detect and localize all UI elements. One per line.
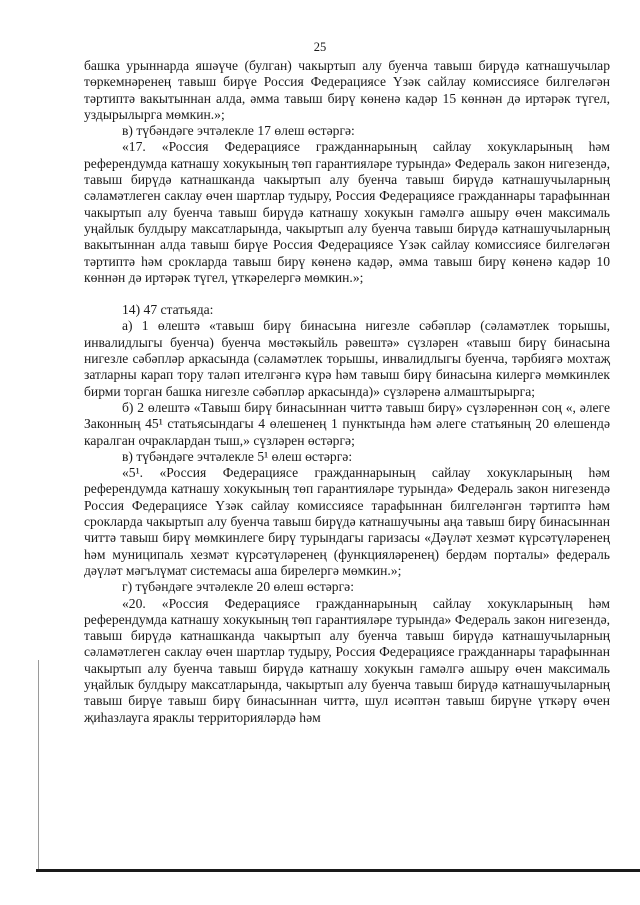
paragraph: б) 2 өлештә «Тавыш бирү бинасыннан читтә тавыш бирү» сүзләреннән соң «, әлеге Законның 45¹ статьясындагы 4 өлешенең 1 пунктында һәм әлеге статьяның 20 өлешендә каралган очраклардан тыш,» сүзләрен өстәргә;	[84, 399, 610, 448]
page-number: 25	[313, 40, 327, 54]
paragraph: «5¹. «Россия Федерациясе гражданнарының сайлау хокукларының һәм референдумда катнашу хокукының төп гарантияләре турында» Федераль закон нигезендә Россия Федерациясе Үзәк сайлау комиссиясе тарафыннан билгеләнгән тәртиптә һәм срокларда чакыртып алу буенча тавыш бирүдә катнашучыны аңа тавыш бирү бинасыннан читтә тавыш бирү мөмкинлеге бирү турындагы гаризасы «Дәүләт хезмәт күрсәтүләренең һәм муниципаль хезмәт күрсәтүләренең (функцияләренең) бердәм порталы» федераль дәүләт мәгълүмат системасы аша бирелергә мөмкин.»;	[84, 465, 610, 578]
paragraph: «20. «Россия Федерациясе гражданнарының сайлау хокукларының һәм референдумда катнашу хокукының төп гарантияләре турында» Федераль закон нигезендә, тавыш бирүдә катнашканда чакыртып алу буенча тавыш бирүдә катнашучыларның сәламәтлеген саклау өчен шартлар тудыру, Россия Федерациясе гражданнары тарафыннан чакыртып алу буенча тавыш бирүдә катнашу хокукын гамәлгә ашыру өчен максималь уңайлык булдыру максатларында, чакыртып алу буенча тавыш бирүдә катнашучыларның тавыш бирүе тавыш бирү бинасыннан читтә, шул исәптән тавыш бирүне үткәрү өчен җиһазлауга яраклы территорияләрдә һәм	[84, 595, 610, 725]
document-body	[84, 58, 610, 726]
scan-bottom-border	[36, 869, 640, 872]
paragraph: г) түбәндәге эчтәлекле 20 өлеш өстәргә:	[122, 579, 354, 595]
paragraph-gap	[84, 286, 610, 302]
paragraph: башка урыннарда яшәүче (булган) чакыртып алу буенча тавыш бирүдә катнашучылар төркемнәренең тавыш бирүе Россия Федерациясе Үзәк сайлау комиссиясе билгеләгән тәртиптә вакытыннан алда, әмма тавыш бирү көненә кадәр 15 көннән дә иртәрәк түгел, уздырылырга мөмкин.»;	[84, 58, 610, 122]
paragraph: в) түбәндәге эчтәлекле 5¹ өлеш өстәргә:	[122, 448, 353, 464]
paragraph: 14) 47 статьяда:	[122, 302, 214, 318]
paragraph: а) 1 өлештә «тавыш бирү бинасына нигезле сәбәпләр (сәламәтлек торышы, инвалидлыгы буенча) буенча мөстәкыйль рәвештә» сүзләрен «тавыш бирү бинасына нигезле сәбәпләр аркасында (сәламәтлек торышы, инвалидлыгы буенча, тәрбиягә мохтаҗ затларны карап тору таләп ителгәнгә күрә һәм тавыш бирү бинасына килергә мөмкинлек бирми торган башка нигезле сәбәпләр аркасында)» сүзләренә алмаштырырга;	[84, 318, 610, 399]
scan-edge-line	[38, 660, 39, 869]
paragraph: в) түбәндәге эчтәлекле 17 өлеш өстәргә:	[122, 123, 355, 139]
paragraph: «17. «Россия Федерациясе гражданнарының сайлау хокукларының һәм референдумда катнашу хокукының төп гарантияләре турында» Федераль закон нигезендә, тавыш бирүдә катнашканда чакыртып алу буенча тавыш бирүдә катнашучыларның сәламәтлеген саклау өчен шартлар тудыру, Россия Федерациясе гражданнары тарафыннан чакыртып алу буенча тавыш бирүдә катнашу хокукын гамәлгә ашыру өчен максималь уңайлык булдыру максатларында, чакыртып алу буенча тавыш бирүдә катнашучыларның вакытыннан алда тавыш бирүе Россия Федерациясе Үзәк сайлау комиссиясе билгеләгән тәртиптә һәм срокларда тавыш бирү көненә кадәр, әмма тавыш бирү көненә кадәр 10 көннән дә иртәрәк түгел, үткәрелергә мөмкин.»;	[84, 139, 610, 285]
